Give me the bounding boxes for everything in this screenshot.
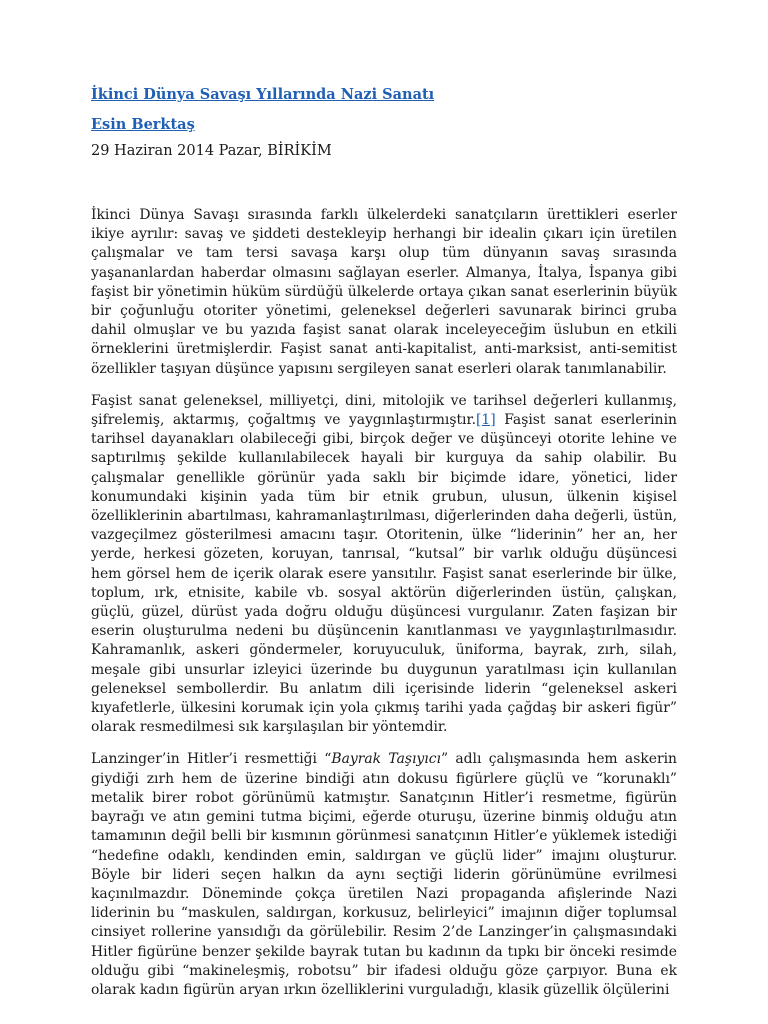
paragraph-2-text-b: Faşist sanat eserlerinin tarihsel dayanakları olabileceği gibi, birçok değer ve düşünceyi otorite lehine ve saptırılmış şekilde kullanılabilecek hayali bir kurguya da sahip olabilir. Bu çalışmalar genellikle görünür yada saklı bir biçimde idare, yönetici, lider konumundaki kişinin yada tüm bir etnik grubun, ulusun, ülkenin kişisel özelliklerinin abartılması, kahramanlaştırılması, diğerlerinden daha değerli, üstün, vazgeçilmez gösterilmesi amacını taşır. Otoritenin, ülke “liderinin” her an, her yerde, herkesi gözeten, koruyan, tanrısal, “kutsal” bir varlık olduğu düşüncesi hem görsel hem de içerik olarak esere yansıtılır. Faşist sanat eserlerinde bir ülke, toplum, ırk, etnisite, kabile vb. sosyal aktörün diğerlerinden üstün, çalışkan, güçlü, güzel, dürüst yada doğru olduğu düşüncesi vurgulanır. Zaten faşizan bir eserin oluşturulma nedeni bu düşüncenin kanıtlanması ve yaygınlaştırılmasıdır. Kahramanlık, askeri göndermeler, koruyuculuk, üniforma, bayrak, zırh, silah, meşale gibi unsurlar izleyici üzerinde bu duygunun yaratılması için kullanılan geleneksel sembollerdir. Bu anlatım dili içerisinde liderin “geleneksel askeri kıyafetlerle, ülkesini korumak için yola çıkmış tarihi yada çağdaş bir askeri figür” olarak resmedilmesi sık karşılaşılan bir yöntemdir. <box>91 412 677 736</box>
artwork-title: Bayrak Taşıyıcı <box>331 751 441 768</box>
article-body <box>91 206 677 1013</box>
author-link[interactable]: Esin Berktaş <box>91 116 195 133</box>
paragraph-3-text-b: ” adlı çalışmasında hem askerin giydiği zırh hem de üzerine bindiği atın dokusu figürlere güçlü ve “korunaklı” metalik birer robot görünümü katmıştır. Sanatçının Hitler’i resmetme, figürün bayrağı ve atın gemini tutma biçimi, eğerde oturuşu, üzerine binmiş olduğu atın tamamının değil belli bir kısmının görünmesi sanatçının Hitler’e yüklemek istediği “hedefine odaklı, kendinden emin, saldırgan ve güçlü lider” imajını oluşturur. Böyle bir lideri seçen halkın da aynı seçtiği liderin görünümüne evrilmesi kaçınılmazdır. Döneminde çokça üretilen Nazi propaganda afişlerinde Nazi liderinin bu “maskulen, saldırgan, korkusuz, belirleyici” imajının diğer toplumsal cinsiyet rollerine yansıdığı da görülebilir. Resim 2’de Lanzinger’in çalışmasındaki Hitler figürüne benzer şekilde bayrak tutan bu kadının da tıpkı bir önceki resimde olduğu gibi “makineleşmiş, robotsu” bir ifadesi olduğu göze çarpıyor. Buna ek olarak kadın figürün aryan ırkın özelliklerini vurguladığı, klasik güzellik ölçülerini <box>91 751 677 998</box>
date-line: 29 Haziran 2014 Pazar, BİRİKİM <box>91 143 332 159</box>
paragraph-3 <box>91 750 677 1000</box>
paragraph-3-text-a: Lanzinger’in Hitler’i resmettiği “ <box>91 751 332 768</box>
paragraph-2 <box>91 392 677 738</box>
article-title-link[interactable]: İkinci Dünya Savaşı Yıllarında Nazi Sanatı <box>91 86 435 103</box>
paragraph-1: İkinci Dünya Savaşı sırasında farklı ülkelerdeki sanatçıların ürettikleri eserler ikiye ayrılır: savaş ve şiddeti destekleyip herhangi bir idealin çıkarı için üretilen çalışmalar ve tam tersi savaşa karşı olup tüm dünyanın savaş sırasında yaşananlardan haberdar olmasını sağlayan eserler. Almanya, İtalya, İspanya gibi faşist bir yönetimin hüküm sürdüğü ülkelerde ortaya çıkan sanat eserlerinin büyük bir çoğunluğu otoriter yönetimi, geleneksel değerleri savunarak birinci gruba dahil olmuşlar ve bu yazıda faşist sanat olarak inceleyeceğim üslubun en etkili örneklerini üretmişlerdir. Faşist sanat anti-kapitalist, anti-marksist, anti-semitist özellikler taşıyan düşünce yapısını sergileyen sanat eserleri olarak tanımlanabilir. <box>91 207 677 377</box>
paragraph-2-text-a: Faşist sanat geleneksel, milliyetçi, dini, mitolojik ve tarihsel değerleri kullanmış, şifrelemiş, aktarmış, çoğaltmış ve yaygınlaştırmıştır. <box>91 392 677 429</box>
footnote-link-1[interactable]: [1] <box>476 412 496 429</box>
